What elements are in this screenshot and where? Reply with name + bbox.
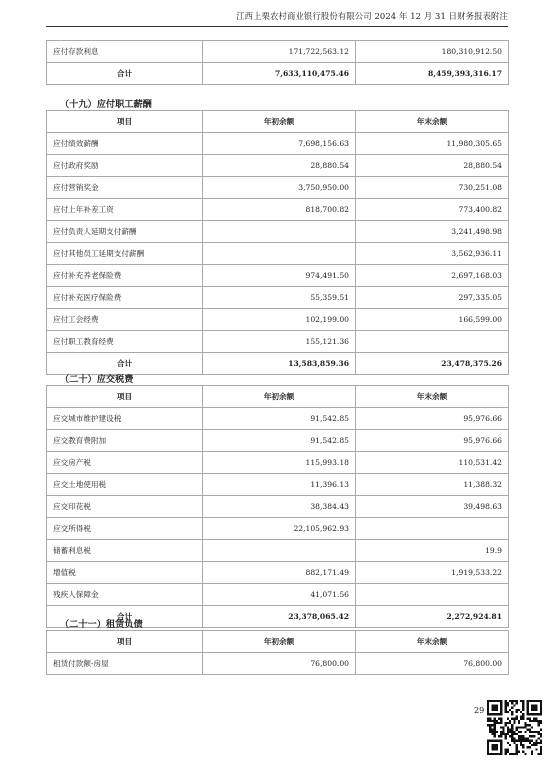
table-header-row [47,631,509,653]
table-row [47,155,509,177]
row-item-cell: 应付绩效薪酬 [47,133,203,155]
row-open-value: 7,698,156.63 [203,133,356,155]
section-title-taxes: （二十）应交税费 [60,374,134,385]
row-close-value: 2,697,168.03 [356,265,509,287]
row-close-value: 19.9 [356,540,509,562]
row-close-value [356,584,509,606]
row-close-value: 297,335.05 [356,287,509,309]
row-item-cell: 应交所得税 [47,518,203,540]
table-row [47,540,509,562]
row-open-value: 11,396.13 [203,474,356,496]
row-open-value: 91,542.85 [203,408,356,430]
table-row [47,562,509,584]
table-header-row [47,386,509,408]
section-title-payroll: （十九）应付职工薪酬 [60,99,152,110]
row-close-value: 773,400.82 [356,199,509,221]
col-close-header: 年末余额 [356,111,509,133]
row-open-value: 22,105,962.93 [203,518,356,540]
row-close-value: 730,251.08 [356,177,509,199]
row-close-value: 95,976.66 [356,430,509,452]
row-close-value: 166,599.00 [356,309,509,331]
row-item-cell: 合计 [47,353,203,375]
row-close-value: 28,880.54 [356,155,509,177]
row-close-value: 3,562,936.11 [356,243,509,265]
row-open-value [203,221,356,243]
row-item-cell: 应付营销奖金 [47,177,203,199]
row-open-value [203,243,356,265]
row-close-value: 23,478,375.26 [356,353,509,375]
row-open-value: 3,750,950.00 [203,177,356,199]
row-item-cell: 应交印花税 [47,496,203,518]
row-close-value: 11,388.32 [356,474,509,496]
table-row [47,584,509,606]
col-item-header: 项目 [47,631,203,653]
row-close-value [356,331,509,353]
col-close-header: 年末余额 [356,386,509,408]
table-row [47,452,509,474]
row-open-value: 7,633,110,475.46 [203,63,356,85]
row-item-cell: 租赁付款额-房屋 [47,653,203,675]
row-close-value: 180,310,912.50 [356,41,509,63]
col-open-header: 年初余额 [203,386,356,408]
row-open-value: 76,800.00 [203,653,356,675]
taxes-table [46,385,509,628]
row-close-value: 3,241,498.98 [356,221,509,243]
row-open-value: 91,542.85 [203,430,356,452]
row-open-value: 55,359.51 [203,287,356,309]
row-open-value: 28,880.54 [203,155,356,177]
row-item-cell: 储蓄利息税 [47,540,203,562]
table-row [47,474,509,496]
row-open-value: 102,199.00 [203,309,356,331]
table-row [47,496,509,518]
row-item-cell: 应付职工教育经费 [47,331,203,353]
row-item-cell: 应付政府奖励 [47,155,203,177]
table-row [47,287,509,309]
table-row [47,518,509,540]
table-row [47,265,509,287]
table-row [47,221,509,243]
row-close-value: 2,272,924.81 [356,606,509,628]
row-item-cell: 应付其他员工延期支付薪酬 [47,243,203,265]
row-open-value: 818,700.82 [203,199,356,221]
qr-code-icon [487,700,542,755]
row-item-cell: 应付补充医疗保险费 [47,287,203,309]
table-row [47,177,509,199]
row-open-value: 974,491.50 [203,265,356,287]
row-open-value: 41,071.56 [203,584,356,606]
row-item-cell: 应交城市维护建设税 [47,408,203,430]
row-open-value: 38,384.43 [203,496,356,518]
row-item-cell: 增值税 [47,562,203,584]
header-text: 江西上栗农村商业银行股份有限公司 2024 年 12 月 31 日财务报表附注 [236,11,508,21]
row-item-cell: 应付补充养老保险费 [47,265,203,287]
table-row [47,408,509,430]
row-close-value [356,518,509,540]
table-row [47,199,509,221]
row-close-value: 95,976.66 [356,408,509,430]
row-open-value: 171,722,563.12 [203,41,356,63]
row-item-cell: 应付负责人延期支付薪酬 [47,221,203,243]
row-close-value: 39,498.63 [356,496,509,518]
row-item-cell: 应付上年补差工资 [47,199,203,221]
table-row [47,653,509,675]
row-close-value: 11,980,305.65 [356,133,509,155]
row-close-value: 1,919,533.22 [356,562,509,584]
row-item-cell: 应付工会经费 [47,309,203,331]
lease-table [46,630,509,675]
page-number: 29 [474,706,485,715]
row-item-cell: 应付存款利息 [47,41,203,63]
table-row [47,309,509,331]
row-open-value: 115,993.18 [203,452,356,474]
row-open-value: 13,583,859.36 [203,353,356,375]
table-header-row [47,111,509,133]
row-open-value: 882,171.49 [203,562,356,584]
table-row [47,133,509,155]
table-row [47,430,509,452]
deposit-interest-table [46,40,509,85]
row-close-value: 76,800.00 [356,653,509,675]
section-title-lease: （二十一）租赁负债 [60,619,143,630]
table-row [47,243,509,265]
page-header [46,6,508,27]
row-close-value: 110,531.42 [356,452,509,474]
row-open-value: 23,378,065.42 [203,606,356,628]
row-item-cell: 应交土地使用税 [47,474,203,496]
col-close-header: 年末余额 [356,631,509,653]
row-item-cell: 应交教育费附加 [47,430,203,452]
col-item-header: 项目 [47,111,203,133]
row-item-cell: 残疾人保障金 [47,584,203,606]
row-close-value: 8,459,393,316.17 [356,63,509,85]
row-open-value [203,540,356,562]
col-item-header: 项目 [47,386,203,408]
payroll-table [46,110,509,375]
table-row [47,41,509,63]
row-item-cell: 合计 [47,606,203,628]
row-open-value: 155,121.36 [203,331,356,353]
row-item-cell: 应交房产税 [47,452,203,474]
table-row [47,331,509,353]
col-open-header: 年初余额 [203,111,356,133]
total-row [47,63,509,85]
row-item-cell: 合计 [47,63,203,85]
col-open-header: 年初余额 [203,631,356,653]
